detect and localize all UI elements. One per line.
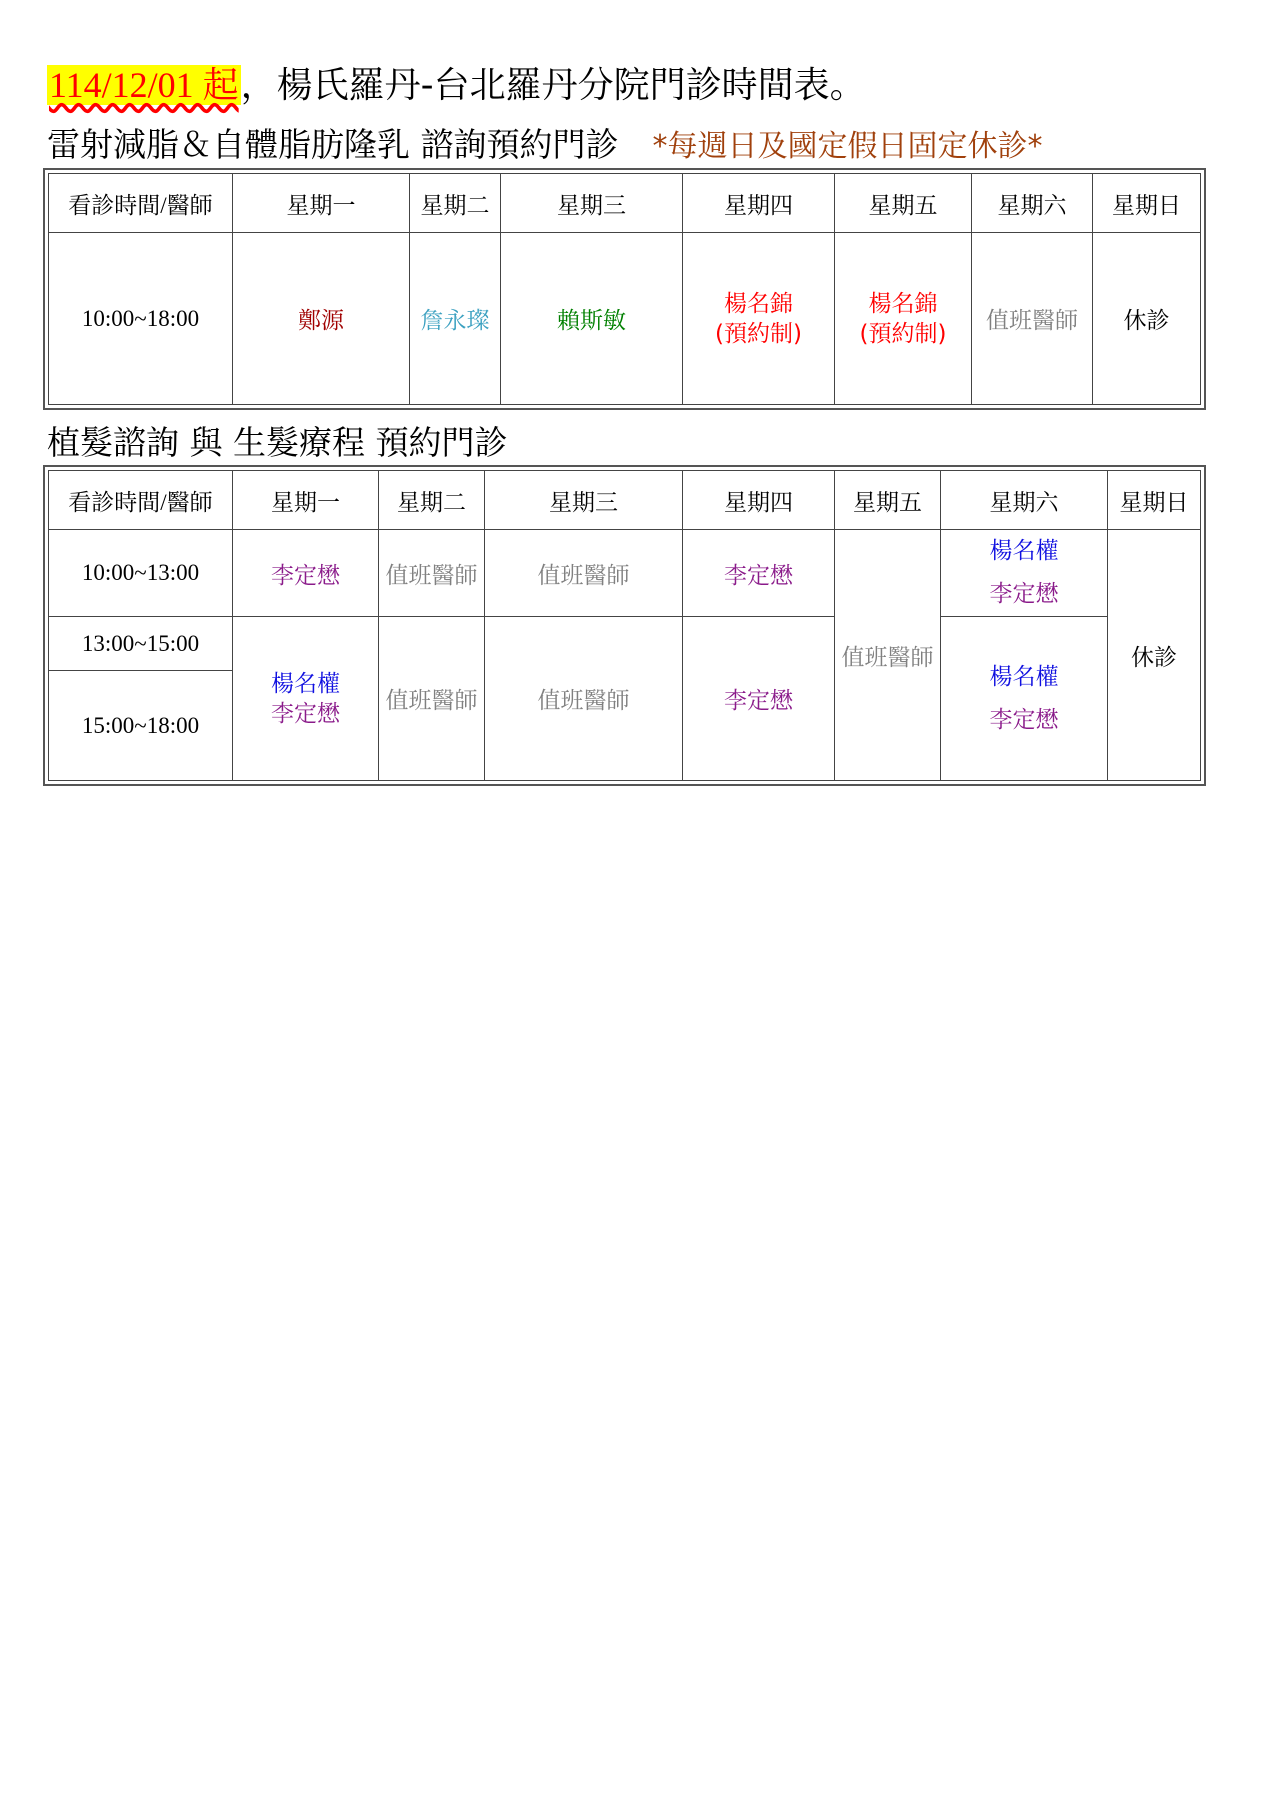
- header-sat: 星期六: [972, 174, 1093, 233]
- table-header-row: [49, 174, 1201, 233]
- doctor-sun: 休診: [1093, 233, 1201, 405]
- header-thu: 星期四: [683, 174, 835, 233]
- header-tue: 星期二: [379, 471, 485, 530]
- page-title: [47, 60, 866, 110]
- doctor-name: 楊名錦: [724, 290, 793, 317]
- doctor-sat-morning: [941, 530, 1108, 617]
- header-fri: 星期五: [835, 174, 972, 233]
- header-wed: 星期三: [485, 471, 683, 530]
- doctor-name: 李定懋: [989, 706, 1059, 733]
- doctor-name: 楊名權: [989, 663, 1059, 690]
- title-text: ，楊氏羅丹-台北羅丹分院門診時間表。: [240, 65, 866, 106]
- doctor-tue-afternoon: 值班醫師: [379, 617, 485, 781]
- time-slot: 13:00~15:00: [49, 617, 233, 671]
- header-fri: 星期五: [835, 471, 941, 530]
- doctor-wed-afternoon: 值班醫師: [485, 617, 683, 781]
- doctor-tue: 詹永璨: [410, 233, 501, 405]
- doctor-name: 李定懋: [271, 700, 340, 727]
- doctor-sat: 值班醫師: [972, 233, 1093, 405]
- time-slot: 10:00~18:00: [49, 233, 233, 405]
- doctor-fri: [835, 233, 972, 405]
- doctor-thu-afternoon: 李定懋: [683, 617, 835, 781]
- table-row: [49, 233, 1201, 405]
- hair-schedule-table: [48, 470, 1201, 781]
- appointment-note: (預約制): [715, 320, 802, 347]
- doctor-thu-morning: 李定懋: [683, 530, 835, 617]
- doctor-mon-afternoon: [233, 617, 379, 781]
- header-sun: 星期日: [1108, 471, 1201, 530]
- appointment-note: (預約制): [859, 320, 947, 347]
- section1-heading: [47, 123, 1043, 169]
- doctor-thu: [683, 233, 835, 405]
- time-slot: 15:00~18:00: [49, 671, 233, 781]
- header-sat: 星期六: [941, 471, 1108, 530]
- table-row: [49, 617, 1201, 671]
- doctor-wed: 賴斯敏: [501, 233, 683, 405]
- header-wed: 星期三: [501, 174, 683, 233]
- doctor-name: 楊名權: [989, 538, 1059, 564]
- doctor-mon-morning: 李定懋: [233, 530, 379, 617]
- doctor-sun: 休診: [1108, 530, 1201, 781]
- header-time-doctor: 看診時間/醫師: [49, 174, 233, 233]
- header-mon: 星期一: [233, 471, 379, 530]
- header-thu: 星期四: [683, 471, 835, 530]
- header-tue: 星期二: [410, 174, 501, 233]
- doctor-wed-morning: 值班醫師: [485, 530, 683, 617]
- header-time-doctor: 看診時間/醫師: [49, 471, 233, 530]
- table-row: [49, 530, 1201, 617]
- doctor-fri: 值班醫師: [835, 530, 941, 781]
- doctor-name: 李定懋: [989, 581, 1059, 607]
- effective-date: 114/12/01 起: [49, 65, 239, 105]
- doctor-name: 楊名權: [271, 670, 340, 697]
- laser-schedule-table: [48, 173, 1201, 405]
- doctor-name: 楊名錦: [868, 290, 938, 317]
- section1-title: 雷射減脂＆自體脂肪隆乳 諮詢預約門診: [47, 125, 619, 164]
- holiday-notice: *每週日及國定假日固定休診*: [652, 129, 1043, 164]
- header-mon: 星期一: [233, 174, 410, 233]
- header-sun: 星期日: [1093, 174, 1201, 233]
- doctor-sat-afternoon: [941, 617, 1108, 781]
- doctor-tue-morning: 值班醫師: [379, 530, 485, 617]
- doctor-mon: 鄭源: [233, 233, 410, 405]
- table-header-row: [49, 471, 1201, 530]
- section2-title: 植髮諮詢 與 生髮療程 預約門診: [47, 423, 508, 462]
- time-slot: 10:00~13:00: [49, 530, 233, 617]
- section2-heading: [47, 421, 507, 465]
